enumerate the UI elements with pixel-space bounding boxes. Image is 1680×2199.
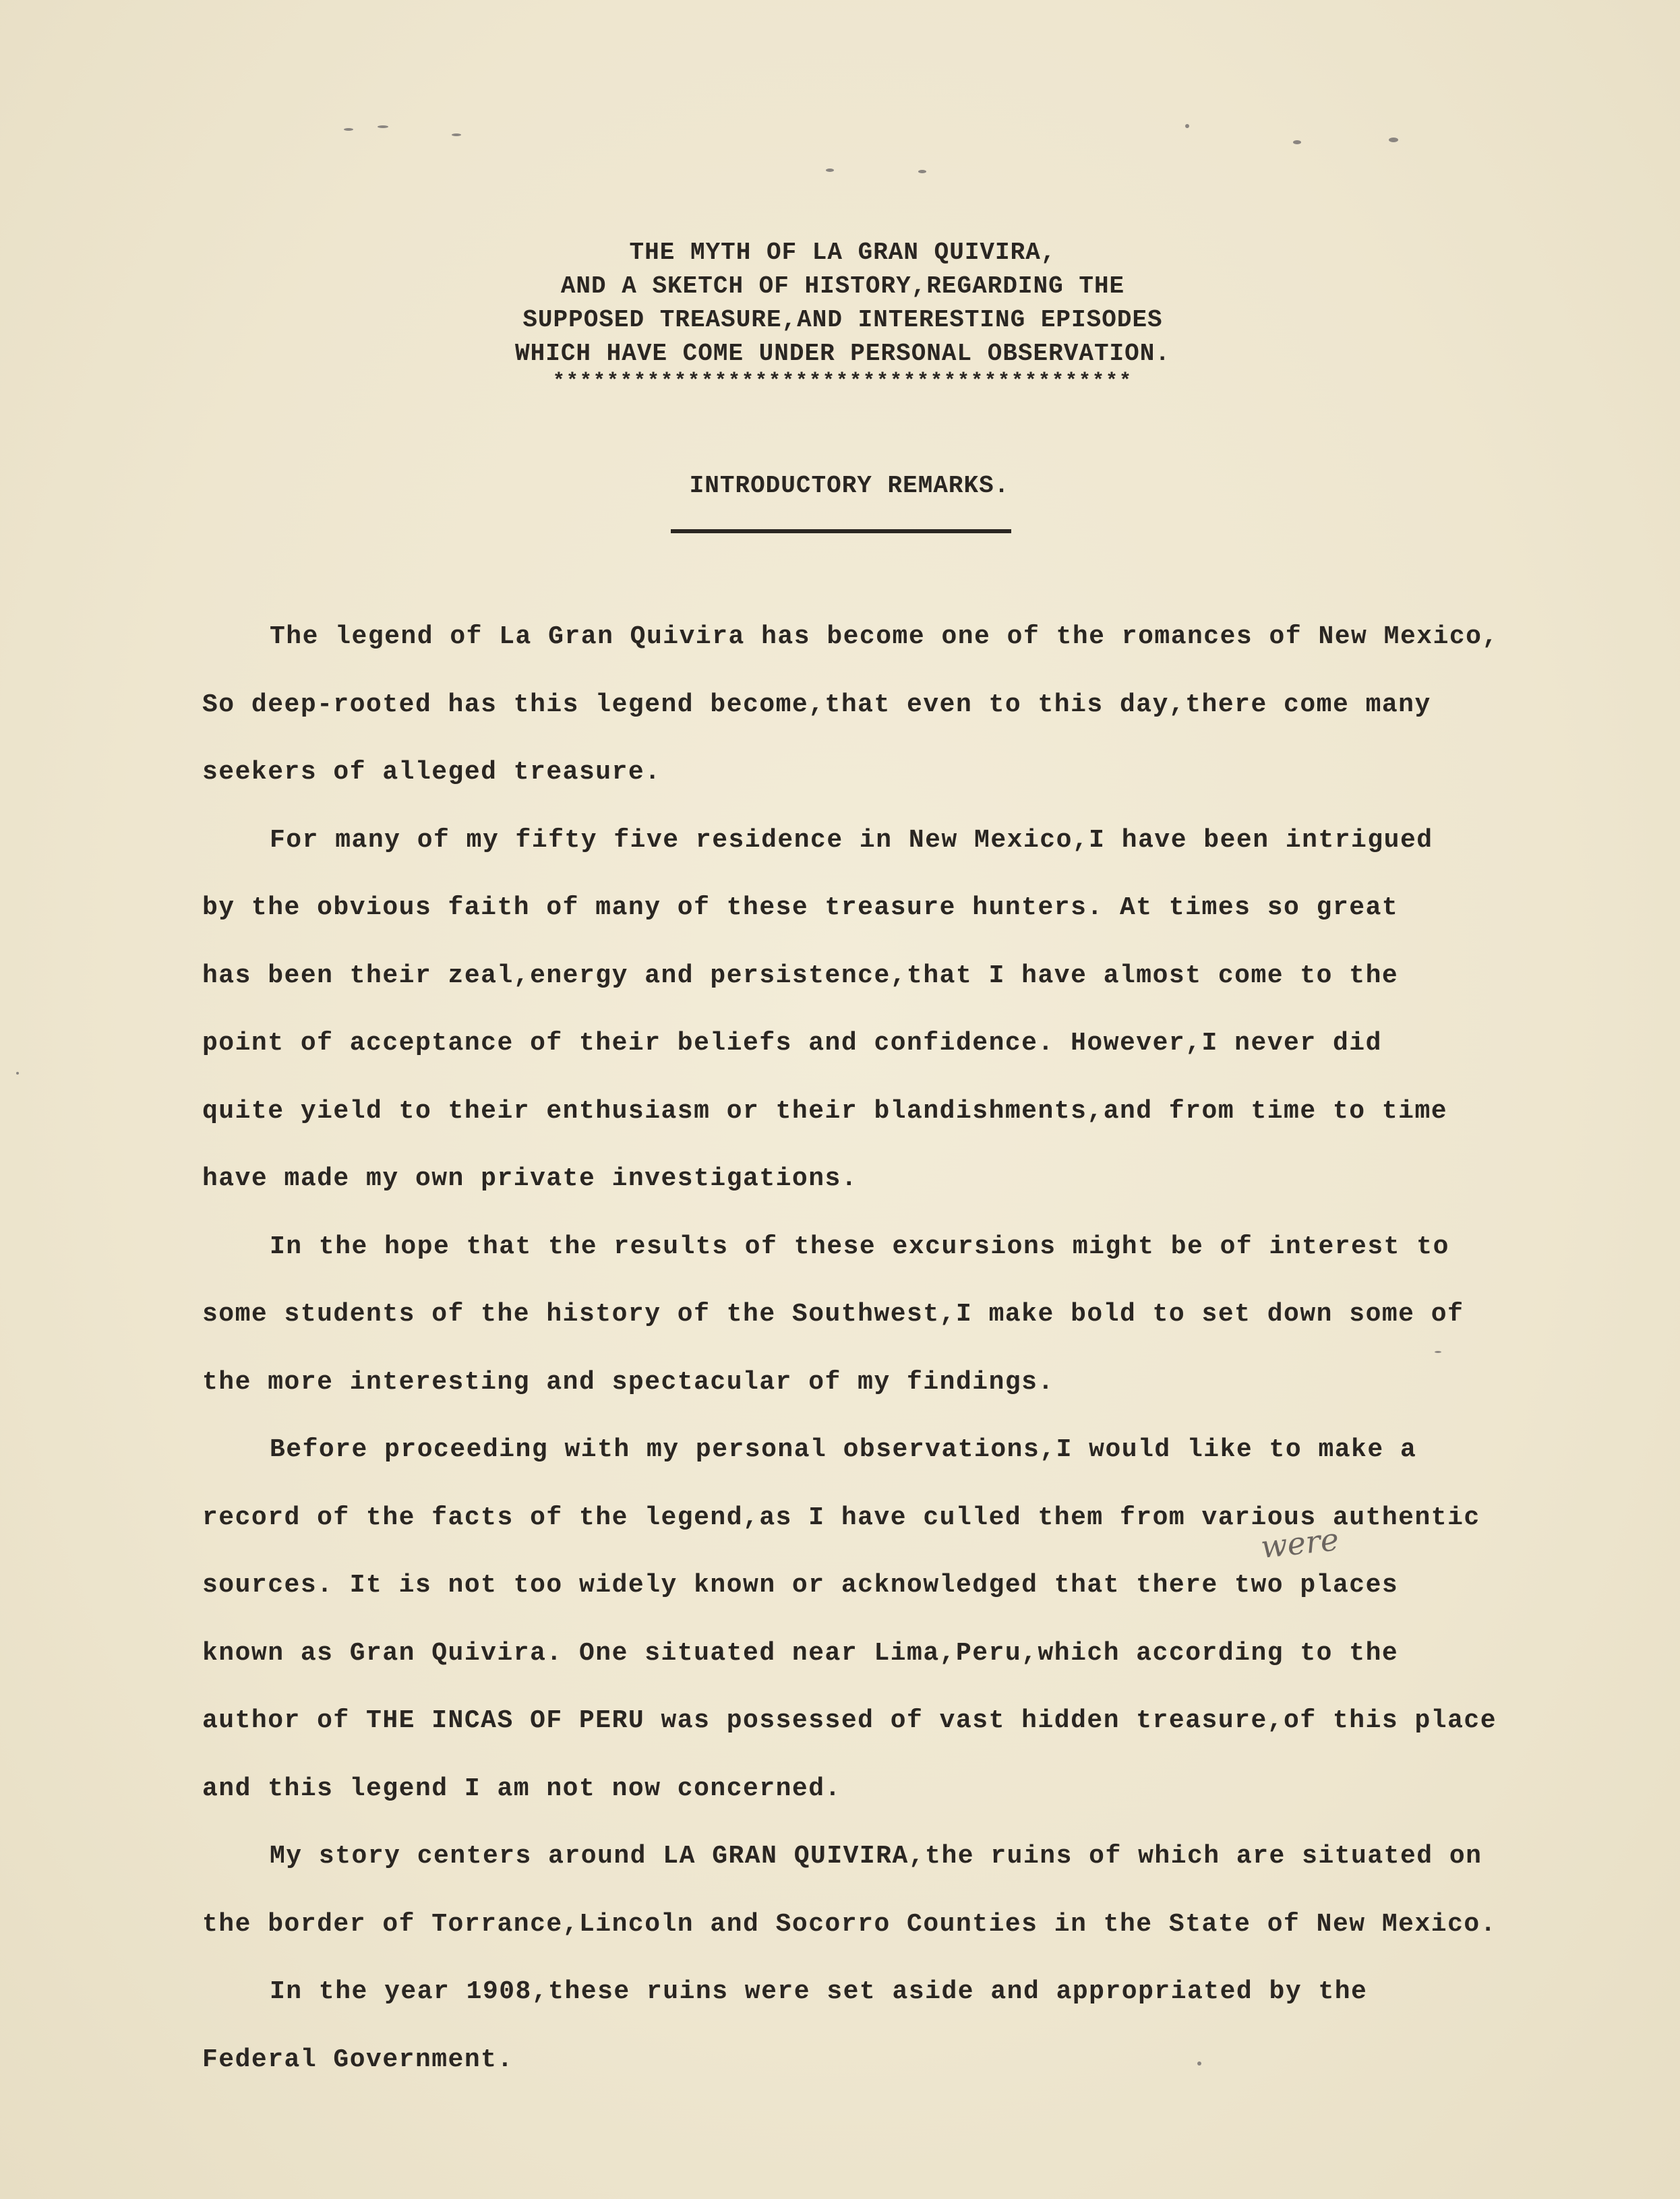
paper-speck [16,1072,19,1075]
body-line: seekers of alleged treasure. [202,758,661,787]
title-line-2: AND A SKETCH OF HISTORY,REGARDING THE [560,272,1125,300]
body-line: the border of Torrance,Lincoln and Socorro Counties in the State of New Mexico. [202,1909,1497,1939]
body-line: sources. It is not too widely known or acknowledged that there two places [202,1571,1399,1600]
asterisk-divider: ******************************************* [552,370,1133,393]
section-heading: INTRODUCTORY REMARKS. [689,472,1010,500]
body-line: some students of the history of the Southwest,I make bold to set down some of [202,1300,1464,1329]
body-line: have made my own private investigations. [202,1164,858,1193]
body-line: In the hope that the results of these excursions might be of interest to [270,1232,1449,1261]
body-line: author of THE INCAS OF PERU was possessed of vast hidden treasure,of this place [202,1706,1497,1735]
paper-speck [918,170,926,173]
body-line: Before proceeding with my personal observations,I would like to make a [270,1435,1417,1464]
document-title [465,236,1220,392]
paper-speck [1435,1351,1441,1353]
title-line-1: THE MYTH OF LA GRAN QUIVIRA, [629,239,1056,266]
heading-underline [671,529,1011,533]
paper-speck [452,133,461,136]
body-line: The legend of La Gran Quivira has become one of the romances of New Mexico, [270,622,1499,651]
paper-speck [1293,140,1301,144]
body-line: In the year 1908,these ruins were set aside and appropriated by the [270,1977,1368,2006]
body-line: So deep-rooted has this legend become,that even to this day,there come many [202,690,1431,719]
title-line-4: WHICH HAVE COME UNDER PERSONAL OBSERVATION. [515,340,1170,367]
paper-speck [378,125,388,128]
body-line: the more interesting and spectacular of my findings. [202,1367,1054,1397]
title-line-3: SUPPOSED TREASURE,AND INTERESTING EPISODES [522,306,1163,334]
body-line: by the obvious faith of many of these treasure hunters. At times so great [202,893,1399,922]
paper-speck [1185,124,1189,128]
body-line: known as Gran Quivira. One situated near Lima,Peru,which according to the [202,1638,1399,1668]
body-line: and this legend I am not now concerned. [202,1774,841,1803]
paper-speck [826,169,834,172]
paper-speck [1389,138,1398,142]
handwritten-insertion: were [1259,1521,1341,1565]
body-line: point of acceptance of their beliefs and confidence. However,I never did [202,1029,1382,1058]
body-line: has been their zeal,energy and persistence,that I have almost come to the [202,961,1399,990]
body-line: quite yield to their enthusiasm or their blandishments,and from time to time [202,1096,1448,1126]
body-line: record of the facts of the legend,as I have culled them from various authentic [202,1503,1480,1532]
body-text [202,603,1544,2094]
paper-speck [1197,2061,1201,2066]
body-line: Federal Government. [202,2045,514,2074]
body-line: For many of my fifty five residence in New Mexico,I have been intrigued [270,825,1433,855]
paper-speck [344,128,353,131]
body-line: My story centers around LA GRAN QUIVIRA,the ruins of which are situated on [270,1842,1482,1871]
